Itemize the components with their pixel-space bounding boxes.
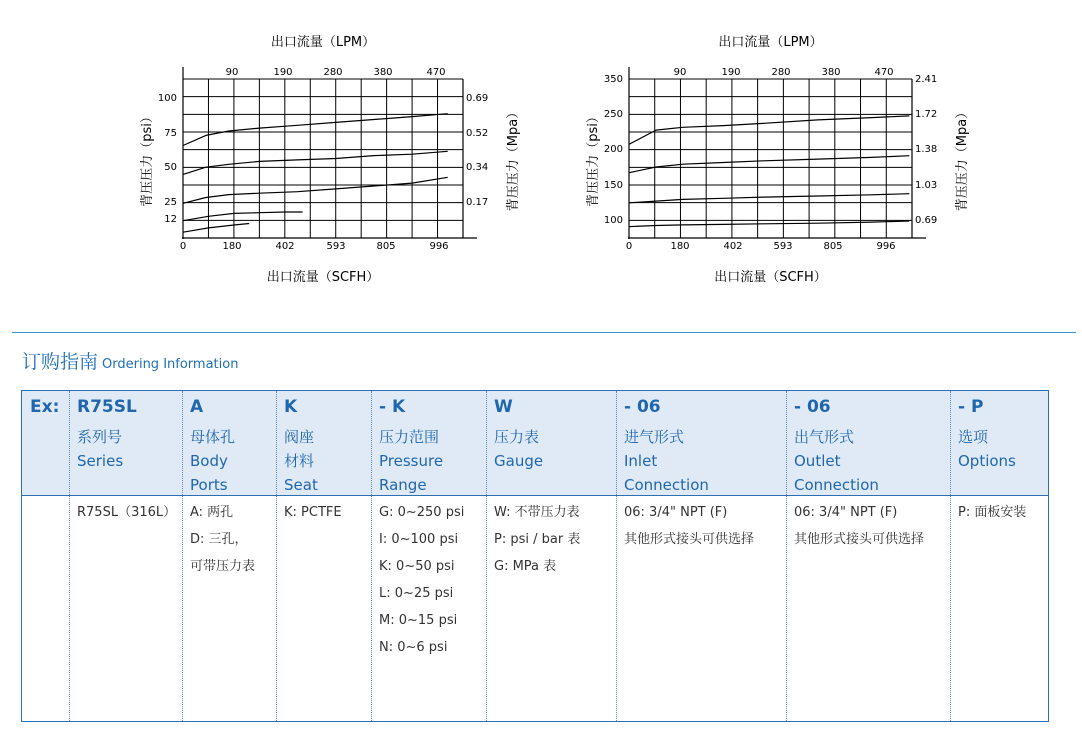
order-option: M: 0~15 psi (379, 613, 458, 628)
column-divider (371, 391, 372, 721)
order-label-line: Pressure (379, 452, 444, 470)
order-label (794, 425, 879, 497)
order-label-line: Gauge (494, 452, 544, 470)
order-label-line: 阀座 (284, 428, 315, 446)
order-option: W: 不带压力表 (494, 505, 580, 520)
order-option: G: MPa 表 (494, 559, 557, 574)
series-line (629, 194, 909, 203)
x-tick-label: 805 (376, 241, 396, 252)
y-tick-label: 25 (164, 197, 177, 208)
x-tick-label: 180 (670, 241, 690, 252)
order-label-line: Connection (794, 476, 879, 494)
order-label-line: 母体孔 (190, 428, 236, 446)
y-right-tick-label: 0.69 (466, 93, 489, 104)
order-option: P: psi / bar 表 (494, 532, 581, 547)
y-axis-label: 背压压力（psi） (140, 110, 155, 207)
order-option: A: 两孔 (190, 505, 234, 520)
order-label (190, 425, 235, 497)
y-right-tick-label: 0.52 (466, 128, 489, 139)
y-right-tick-label: 0.17 (466, 197, 489, 208)
order-label-line: 系列号 (77, 428, 123, 446)
order-option: R75SL（316L） (77, 505, 177, 520)
order-option: P: 面板安装 (958, 505, 1027, 520)
order-label-line: Inlet (624, 452, 658, 470)
order-option: 其他形式接头可供选择 (794, 532, 925, 547)
series-line (183, 114, 448, 146)
y-right-tick-label: 0.69 (915, 215, 938, 226)
header-divider (22, 495, 1048, 496)
order-label-line: 选项 (958, 428, 989, 446)
order-option-cell (958, 499, 1026, 526)
order-option-cell (379, 499, 464, 661)
y-tick-label: 100 (603, 215, 623, 226)
order-label (958, 425, 1016, 473)
x-tick-label: 593 (773, 241, 793, 252)
y-axis-label: 背压压力（psi） (586, 110, 601, 207)
y-right-tick-label: 1.38 (915, 144, 938, 155)
order-code: - K (379, 397, 406, 417)
order-label-line: Options (958, 452, 1016, 470)
x-tick-label: 180 (222, 241, 242, 252)
order-option: K: PCTFE (284, 505, 342, 520)
x-tick-label: 805 (823, 241, 843, 252)
order-label (379, 425, 443, 497)
x-top-tick-label: 470 (874, 67, 894, 78)
column-divider (616, 391, 617, 721)
order-option: L: 0~25 psi (379, 586, 454, 601)
y-right-tick-label: 1.72 (915, 109, 938, 120)
x-axis-label: 出口流量（SCFH） (266, 270, 380, 285)
order-option-cell (77, 499, 176, 526)
order-option: N: 0~6 psi (379, 640, 448, 655)
order-option: 06: 3/4" NPT (F) (794, 505, 898, 520)
y-tick-label: 100 (157, 93, 177, 104)
order-label (284, 425, 318, 497)
charts-area (0, 0, 1082, 300)
order-label-line: Ports (190, 476, 228, 494)
order-option: K: 0~50 psi (379, 559, 455, 574)
order-code: K (284, 397, 298, 417)
column-divider (69, 391, 70, 721)
order-label-line: Connection (624, 476, 709, 494)
series-line (629, 221, 909, 227)
column-divider (182, 391, 183, 721)
x-top-tick-label: 190 (721, 67, 741, 78)
order-label-line: Range (379, 476, 427, 494)
y-right-axis-label: 背压压力（Mpa） (506, 105, 521, 212)
ordering-title-en: Ordering Information (102, 357, 239, 372)
x-top-tick-label: 280 (323, 67, 343, 78)
order-option-cell (284, 499, 342, 526)
order-option-cell (190, 499, 255, 580)
x-top-tick-label: 190 (273, 67, 293, 78)
order-option-cell (794, 499, 924, 553)
order-code: - P (958, 397, 984, 417)
x-tick-label: 0 (625, 241, 633, 252)
chart-title: 出口流量（LPM） (718, 35, 823, 50)
ordering-title (22, 347, 238, 374)
series-line (629, 156, 909, 173)
x-top-tick-label: 90 (225, 67, 239, 78)
x-top-tick-label: 380 (373, 67, 393, 78)
order-label-line: Series (77, 452, 124, 470)
series-line (183, 151, 448, 174)
order-option: G: 0~250 psi (379, 505, 465, 520)
y-tick-label: 250 (603, 109, 623, 120)
ordering-table (21, 390, 1049, 722)
order-label-line: Seat (284, 476, 318, 494)
order-label (494, 425, 543, 473)
chart-title: 出口流量（LPM） (270, 35, 376, 50)
order-code: A (190, 397, 204, 417)
order-option: 可带压力表 (190, 559, 256, 574)
ordering-title-cn: 订购指南 (22, 351, 99, 373)
column-divider (486, 391, 487, 721)
order-code: Ex: (30, 397, 60, 417)
x-tick-label: 402 (275, 241, 295, 252)
y-tick-label: 200 (603, 144, 623, 155)
order-option: D: 三孔， (190, 532, 248, 547)
y-tick-label: 12 (164, 214, 177, 225)
order-label (77, 425, 123, 473)
y-right-tick-label: 1.03 (915, 180, 938, 191)
column-divider (276, 391, 277, 721)
order-option-cell (494, 499, 580, 580)
column-divider (786, 391, 787, 721)
order-label-line: 压力表 (494, 428, 540, 446)
y-tick-label: 350 (603, 74, 623, 85)
order-label-line: Body (190, 452, 228, 470)
order-label-line: 材料 (284, 452, 315, 470)
order-option: 其他形式接头可供选择 (624, 532, 755, 547)
y-tick-label: 50 (164, 162, 177, 173)
section-divider (12, 332, 1076, 333)
y-tick-label: 150 (603, 180, 623, 191)
order-label-line: 压力范围 (379, 428, 440, 446)
x-top-tick-label: 90 (673, 67, 687, 78)
series-line (183, 224, 249, 233)
x-tick-label: 996 (429, 241, 449, 252)
x-top-tick-label: 470 (426, 67, 446, 78)
x-tick-label: 996 (876, 241, 896, 252)
order-code: - 06 (794, 397, 831, 417)
y-right-tick-label: 0.34 (466, 162, 489, 173)
x-axis-label: 出口流量（SCFH） (714, 270, 827, 285)
order-option: 06: 3/4" NPT (F) (624, 505, 728, 520)
order-label (624, 425, 709, 497)
order-code: - 06 (624, 397, 661, 417)
y-right-tick-label: 2.41 (915, 74, 938, 85)
column-divider (950, 391, 951, 721)
x-tick-label: 402 (723, 241, 743, 252)
order-label-line: 进气形式 (624, 428, 685, 446)
x-top-tick-label: 380 (821, 67, 841, 78)
x-tick-label: 593 (326, 241, 346, 252)
order-code: R75SL (77, 397, 137, 417)
series-line (629, 116, 909, 144)
order-label-line: Outlet (794, 452, 841, 470)
x-top-tick-label: 280 (771, 67, 791, 78)
y-right-axis-label: 背压压力（Mpa） (955, 105, 970, 212)
y-tick-label: 75 (164, 128, 177, 139)
order-option: I: 0~100 psi (379, 532, 459, 547)
order-option-cell (624, 499, 754, 553)
x-tick-label: 0 (179, 241, 187, 252)
series-line (183, 177, 448, 203)
order-label-line: 出气形式 (794, 428, 855, 446)
order-code: W (494, 397, 513, 417)
